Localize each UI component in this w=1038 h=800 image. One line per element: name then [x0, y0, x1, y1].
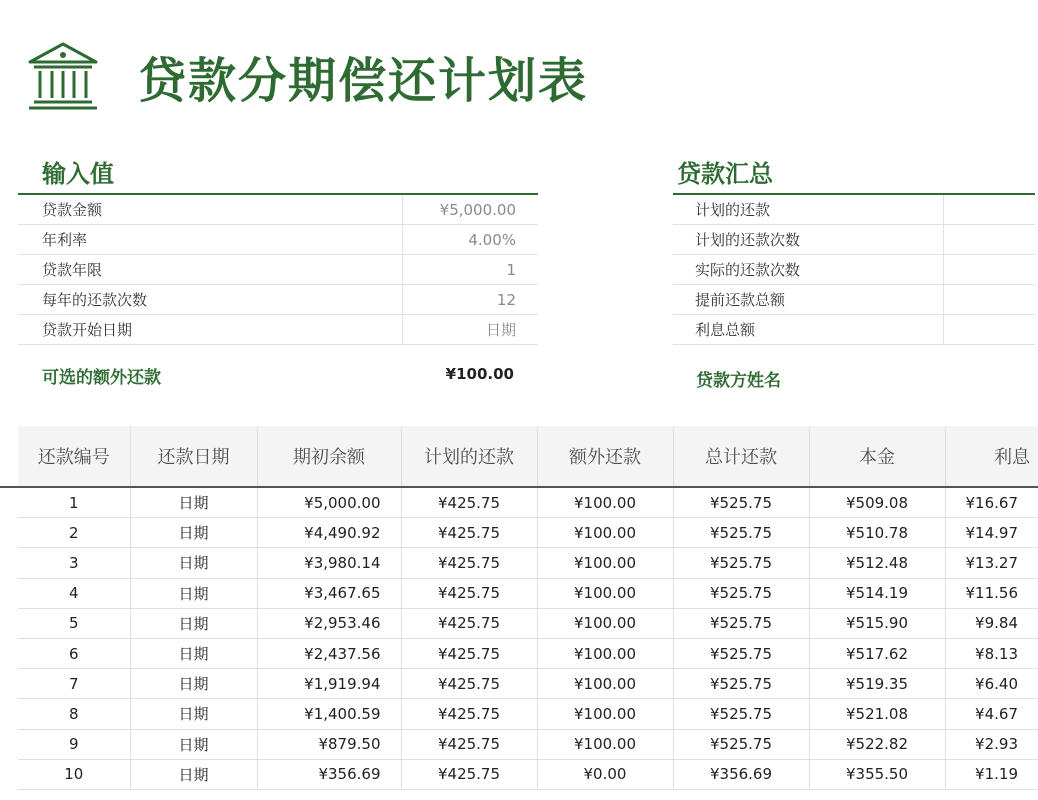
col-extra-payment-cell[interactable]: ¥100.00 [537, 729, 673, 759]
extra-payment-label: 可选的额外还款 [42, 368, 161, 388]
col-payment-date-cell[interactable]: 日期 [130, 578, 257, 608]
col-beginning-balance-cell[interactable]: ¥2,953.46 [257, 608, 401, 638]
col-extra-payment-cell[interactable]: ¥100.00 [537, 638, 673, 668]
col-payment-no-cell[interactable]: 10 [18, 759, 130, 789]
col-total-payment-cell[interactable]: ¥525.75 [673, 638, 809, 668]
col-beginning-balance-cell[interactable]: ¥356.69 [257, 759, 401, 789]
input-row [18, 285, 538, 315]
col-payment-date-cell[interactable]: 日期 [130, 548, 257, 578]
col-scheduled-payment-header[interactable]: 计划的还款 [401, 426, 537, 487]
table-row [18, 638, 1038, 668]
summary-row [673, 315, 1035, 345]
table-row [18, 729, 1038, 759]
col-total-payment-cell[interactable]: ¥525.75 [673, 699, 809, 729]
col-beginning-balance-cell[interactable]: ¥5,000.00 [257, 487, 401, 518]
col-payment-no-cell[interactable]: 2 [18, 518, 130, 548]
summary-label: 提前还款总额 [673, 285, 944, 315]
col-scheduled-payment-cell[interactable]: ¥425.75 [401, 699, 537, 729]
summary-value [944, 285, 1036, 315]
col-total-payment-cell[interactable]: ¥525.75 [673, 669, 809, 699]
borrower-name-label: 贷款方姓名 [696, 371, 781, 391]
input-value[interactable]: 4.00% [403, 225, 539, 255]
col-principal-cell[interactable]: ¥512.48 [809, 548, 945, 578]
table-row [18, 608, 1038, 638]
col-interest-cell[interactable]: ¥6.40 [945, 669, 1038, 699]
input-value[interactable]: ¥5,000.00 [403, 195, 539, 225]
col-interest-cell[interactable]: ¥9.84 [945, 608, 1038, 638]
table-row [18, 669, 1038, 699]
col-interest-cell[interactable]: ¥2.93 [945, 729, 1038, 759]
col-principal-cell[interactable]: ¥514.19 [809, 578, 945, 608]
col-extra-payment-cell[interactable]: ¥100.00 [537, 669, 673, 699]
col-payment-no-cell[interactable]: 9 [18, 729, 130, 759]
col-principal-cell[interactable]: ¥509.08 [809, 487, 945, 518]
inputs-heading: 输入值 [42, 160, 114, 188]
col-interest-cell[interactable]: ¥16.67 [945, 487, 1038, 518]
col-interest-cell[interactable]: ¥8.13 [945, 638, 1038, 668]
col-scheduled-payment-cell[interactable]: ¥425.75 [401, 729, 537, 759]
table-row [18, 487, 1038, 518]
schedule-header-row [18, 426, 1038, 487]
input-value[interactable]: 1 [403, 255, 539, 285]
col-beginning-balance-cell[interactable]: ¥1,919.94 [257, 669, 401, 699]
col-beginning-balance-cell[interactable]: ¥4,490.92 [257, 518, 401, 548]
col-payment-no-cell[interactable]: 3 [18, 548, 130, 578]
col-scheduled-payment-cell[interactable]: ¥425.75 [401, 608, 537, 638]
input-row [18, 195, 538, 225]
col-principal-cell[interactable]: ¥517.62 [809, 638, 945, 668]
col-payment-date-cell[interactable]: 日期 [130, 729, 257, 759]
col-total-payment-cell[interactable]: ¥356.69 [673, 759, 809, 789]
col-payment-date-cell[interactable]: 日期 [130, 699, 257, 729]
input-label: 贷款年限 [18, 255, 403, 285]
summary-row [673, 225, 1035, 255]
col-payment-date-cell[interactable]: 日期 [130, 759, 257, 789]
table-row [18, 699, 1038, 729]
col-extra-payment-cell[interactable]: ¥100.00 [537, 578, 673, 608]
col-payment-date-cell[interactable]: 日期 [130, 518, 257, 548]
col-total-payment-cell[interactable]: ¥525.75 [673, 548, 809, 578]
col-payment-no-cell[interactable]: 7 [18, 669, 130, 699]
bank-icon [26, 40, 100, 112]
col-payment-date-cell[interactable]: 日期 [130, 608, 257, 638]
col-scheduled-payment-cell[interactable]: ¥425.75 [401, 578, 537, 608]
input-label: 贷款开始日期 [18, 315, 403, 345]
col-beginning-balance-cell[interactable]: ¥3,467.65 [257, 578, 401, 608]
col-principal-cell[interactable]: ¥510.78 [809, 518, 945, 548]
input-label: 每年的还款次数 [18, 285, 403, 315]
summary-heading: 贷款汇总 [677, 160, 773, 188]
summary-row [673, 195, 1035, 225]
col-payment-no-cell[interactable]: 5 [18, 608, 130, 638]
col-interest-header[interactable]: 利息 [945, 426, 1038, 487]
col-extra-payment-cell[interactable]: ¥100.00 [537, 487, 673, 518]
summary-label: 实际的还款次数 [673, 255, 944, 285]
table-row [18, 578, 1038, 608]
col-beginning-balance-cell[interactable]: ¥3,980.14 [257, 548, 401, 578]
col-scheduled-payment-cell[interactable]: ¥425.75 [401, 669, 537, 699]
extra-payment-value[interactable]: ¥100.00 [445, 365, 514, 383]
col-beginning-balance-header[interactable]: 期初余额 [257, 426, 401, 487]
col-interest-cell[interactable]: ¥13.27 [945, 548, 1038, 578]
col-principal-cell[interactable]: ¥519.35 [809, 669, 945, 699]
table-row [18, 759, 1038, 789]
col-interest-cell[interactable]: ¥4.67 [945, 699, 1038, 729]
col-payment-no-cell[interactable]: 6 [18, 638, 130, 668]
col-total-payment-cell[interactable]: ¥525.75 [673, 578, 809, 608]
col-payment-date-cell[interactable]: 日期 [130, 638, 257, 668]
col-extra-payment-cell[interactable]: ¥100.00 [537, 518, 673, 548]
summary-label: 利息总额 [673, 315, 944, 345]
col-payment-date-header[interactable]: 还款日期 [130, 426, 257, 487]
page-header [0, 0, 1038, 140]
col-extra-payment-cell[interactable]: ¥100.00 [537, 548, 673, 578]
col-payment-date-cell[interactable]: 日期 [130, 487, 257, 518]
table-row [18, 548, 1038, 578]
page-title: 贷款分期偿还计划表 [138, 53, 589, 109]
col-principal-cell[interactable]: ¥515.90 [809, 608, 945, 638]
schedule-table [18, 426, 1038, 790]
col-payment-no-header[interactable]: 还款编号 [18, 426, 130, 487]
input-label: 贷款金额 [18, 195, 403, 225]
summary-value [944, 225, 1036, 255]
col-principal-cell[interactable]: ¥521.08 [809, 699, 945, 729]
col-extra-payment-header[interactable]: 额外还款 [537, 426, 673, 487]
col-payment-no-cell[interactable]: 8 [18, 699, 130, 729]
input-value[interactable]: 日期 [403, 315, 539, 345]
col-scheduled-payment-cell[interactable]: ¥425.75 [401, 759, 537, 789]
input-label: 年利率 [18, 225, 403, 255]
summary-value [944, 315, 1036, 345]
col-total-payment-header[interactable]: 总计还款 [673, 426, 809, 487]
col-interest-cell[interactable]: ¥11.56 [945, 578, 1038, 608]
col-scheduled-payment-cell[interactable]: ¥425.75 [401, 548, 537, 578]
col-interest-cell[interactable]: ¥14.97 [945, 518, 1038, 548]
summary-row [673, 285, 1035, 315]
col-total-payment-cell[interactable]: ¥525.75 [673, 487, 809, 518]
schedule-header-rule [0, 486, 18, 488]
col-beginning-balance-cell[interactable]: ¥1,400.59 [257, 699, 401, 729]
col-interest-cell[interactable]: ¥1.19 [945, 759, 1038, 789]
col-principal-cell[interactable]: ¥522.82 [809, 729, 945, 759]
col-payment-no-cell[interactable]: 4 [18, 578, 130, 608]
col-payment-date-cell[interactable]: 日期 [130, 669, 257, 699]
summary-label: 计划的还款 [673, 195, 944, 225]
col-payment-no-cell[interactable]: 1 [18, 487, 130, 518]
col-extra-payment-cell[interactable]: ¥0.00 [537, 759, 673, 789]
inputs-table [18, 195, 538, 345]
col-beginning-balance-cell[interactable]: ¥879.50 [257, 729, 401, 759]
summary-value [944, 195, 1036, 225]
input-row [18, 255, 538, 285]
col-scheduled-payment-cell[interactable]: ¥425.75 [401, 518, 537, 548]
input-value[interactable]: 12 [403, 285, 539, 315]
col-total-payment-cell[interactable]: ¥525.75 [673, 518, 809, 548]
table-row [18, 518, 1038, 548]
input-row [18, 315, 538, 345]
summary-label: 计划的还款次数 [673, 225, 944, 255]
col-extra-payment-cell[interactable]: ¥100.00 [537, 699, 673, 729]
summary-value [944, 255, 1036, 285]
summary-table [673, 195, 1035, 345]
col-total-payment-cell[interactable]: ¥525.75 [673, 729, 809, 759]
col-scheduled-payment-cell[interactable]: ¥425.75 [401, 638, 537, 668]
col-principal-cell[interactable]: ¥355.50 [809, 759, 945, 789]
col-beginning-balance-cell[interactable]: ¥2,437.56 [257, 638, 401, 668]
col-total-payment-cell[interactable]: ¥525.75 [673, 608, 809, 638]
input-row [18, 225, 538, 255]
col-scheduled-payment-cell[interactable]: ¥425.75 [401, 487, 537, 518]
col-principal-header[interactable]: 本金 [809, 426, 945, 487]
col-extra-payment-cell[interactable]: ¥100.00 [537, 608, 673, 638]
summary-row [673, 255, 1035, 285]
